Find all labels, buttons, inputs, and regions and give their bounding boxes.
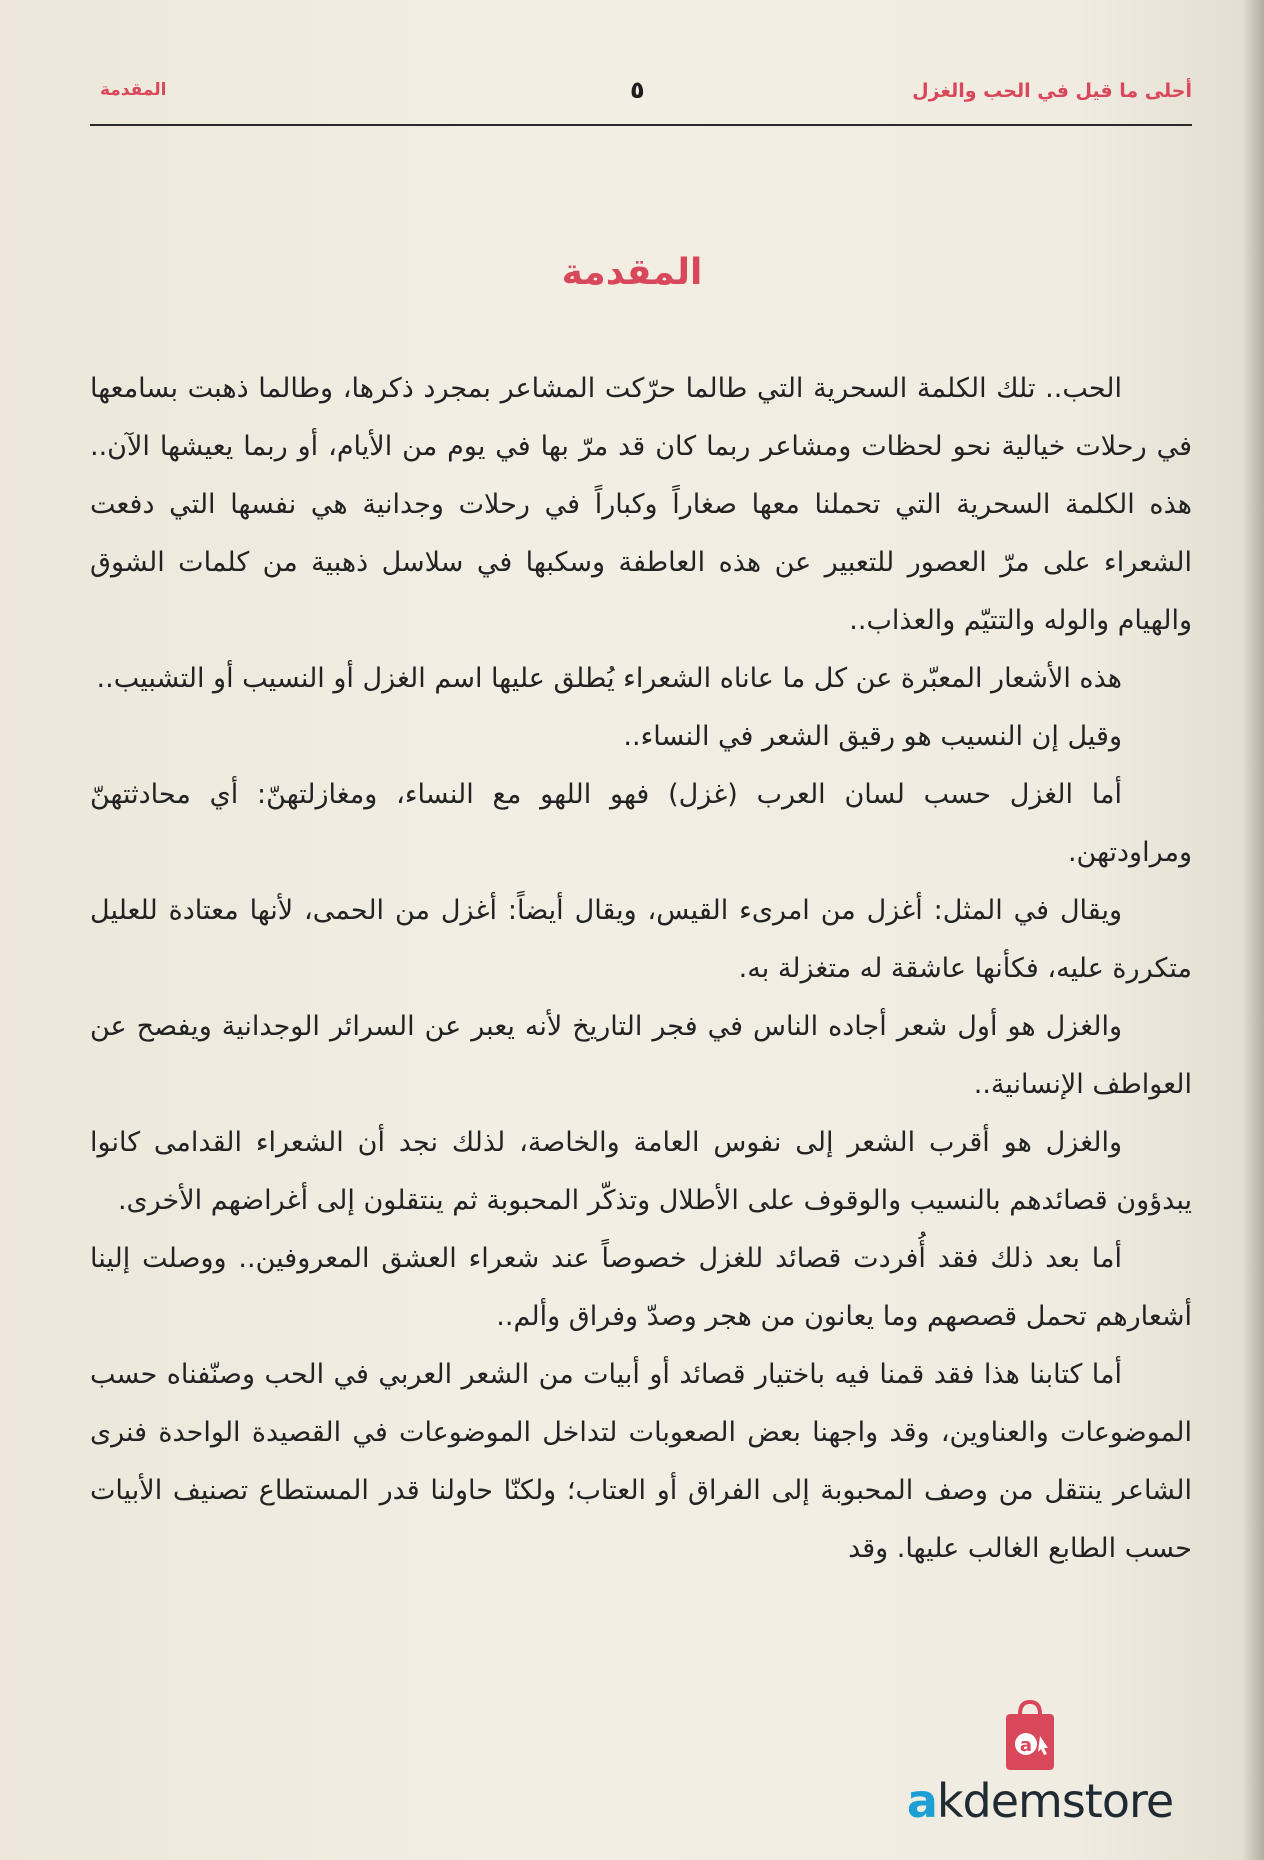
paragraph: والغزل هو أول شعر أجاده الناس في فجر التاريخ لأنه يعبر عن السرائر الوجدانية ويفصح عن العواطف الإنسانية.. [90,1011,1192,1100]
paragraph: أما الغزل حسب لسان العرب (غزل) فهو اللهو مع النساء، ومغازلتهنّ: أي محادثتهنّ ومراودتهن. [90,779,1192,868]
paragraph: هذه الأشعار المعبّرة عن كل ما عاناه الشعراء يُطلق عليها اسم الغزل أو النسيب أو التشبيب.. [96,663,1122,694]
paragraph: والغزل هو أقرب الشعر إلى نفوس العامة والخاصة، لذلك نجد أن الشعراء القدامى كانوا يبدؤون قصائدهم بالنسيب والوقوف على الأطلال وتذكّر المحبوبة ثم ينتقلون إلى أغراضهم الأخرى. [90,1127,1192,1216]
body-text [90,360,1192,1578]
svg-text:a: a [1019,1735,1033,1756]
paragraph: أما بعد ذلك فقد أُفردت قصائد للغزل خصوصاً عند شعراء العشق المعروفين.. ووصلت إلينا أشعارهم تحمل قصصهم وما يعانون من هجر وصدّ وفراق وألم.. [90,1243,1192,1332]
shopping-bag-book-icon [1000,1700,1060,1772]
watermark-brand-name: kdemstore [936,1774,1174,1828]
header-page-number: ٥ [630,76,645,104]
paragraph: وقيل إن النسيب هو رقيق الشعر في النساء.. [623,721,1122,752]
watermark-logo [880,1700,1200,1830]
watermark-wordmark [880,1774,1200,1828]
watermark-accent-letter: a [906,1774,937,1828]
header-chapter-title: المقدمة [100,80,167,100]
header-divider [90,124,1192,126]
page-title: المقدمة [561,252,703,293]
paragraph: الحب.. تلك الكلمة السحرية التي طالما حرّكت المشاعر بمجرد ذكرها، وطالما ذهبت بسامعها في رحلات خيالية نحو لحظات ومشاعر ربما كان قد مرّ بها في يوم من الأيام، أو ربما يعيشها الآن.. هذه الكلمة السحرية التي تحملنا معها صغاراً وكباراً في رحلات وجدانية هي نفسها التي دفعت الشعراء على مرّ العصور للتعبير عن هذه العاطفة وسكبها في سلاسل ذهبية من كلمات الشوق والهيام والوله والتتيّم والعذاب.. [90,373,1192,636]
paragraph: ويقال في المثل: أغزل من امرىء القيس، ويقال أيضاً: أغزل من الحمى، لأنها معتادة للعليل متكررة عليه، فكأنها عاشقة له متغزلة به. [90,895,1192,984]
header-book-title: أحلى ما قيل في الحب والغزل [912,80,1192,102]
paragraph: أما كتابنا هذا فقد قمنا فيه باختيار قصائد أو أبيات من الشعر العربي في الحب وصنّفناه حسب الموضوعات والعناوين، وقد واجهنا بعض الصعوبات لتداخل الموضوعات في القصيدة الواحدة فنرى الشاعر ينتقل من وصف المحبوبة إلى الفراق أو العتاب؛ ولكنّا حاولنا قدر المستطاع تصنيف الأبيات حسب الطابع الغالب عليها. وقد [90,1359,1192,1564]
running-header [90,76,1192,126]
